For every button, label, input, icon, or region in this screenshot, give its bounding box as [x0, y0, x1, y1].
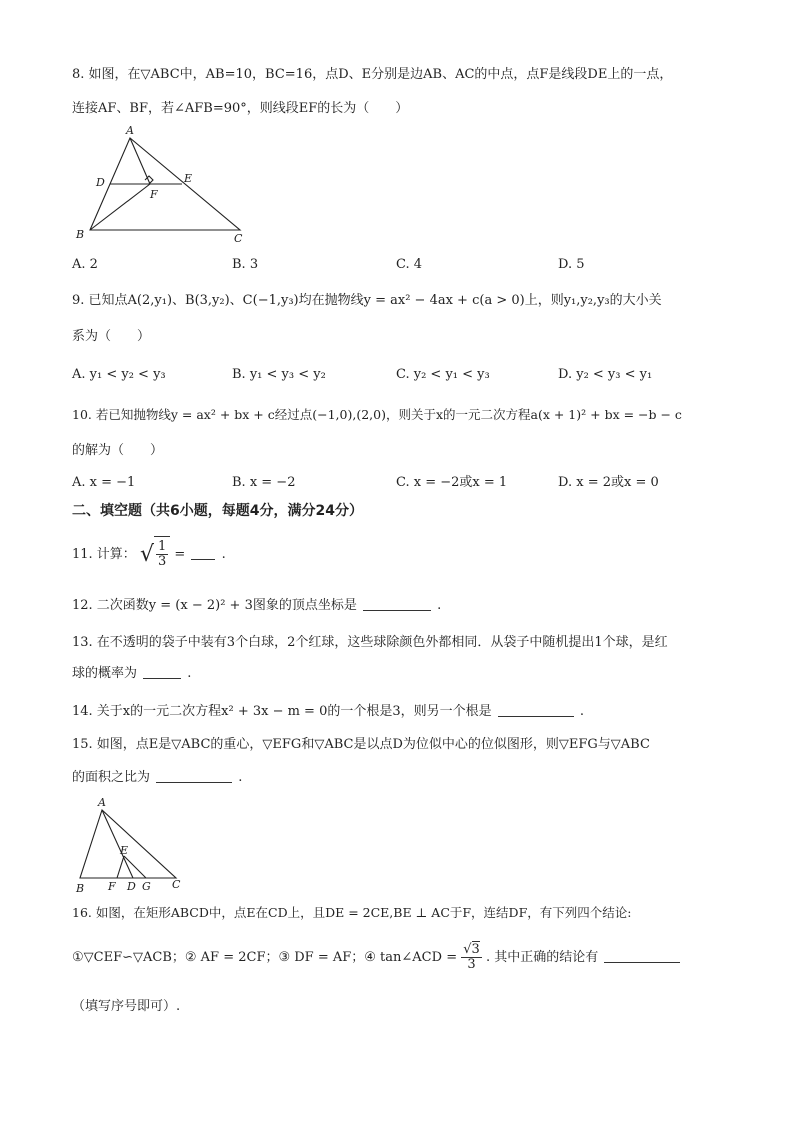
q13-answer-blank[interactable]: [143, 664, 181, 679]
q10-choice-c: C. x = −2或x = 1: [396, 475, 508, 490]
q10-line2: 的解为（ ）: [72, 443, 164, 458]
q15-label-B: B: [76, 882, 85, 894]
q15-line2: [72, 768, 242, 787]
q13-end: .: [187, 666, 192, 681]
q13-text: 球的概率为: [72, 666, 138, 681]
q8-choice-a: A. 2: [72, 257, 98, 272]
q15-line1: 15. 如图，点E是▽ABC的重心，▽EFG和▽ABC是以点D为位似中心的位似图形，则▽EFG与▽ABC: [72, 737, 650, 752]
q11-answer-blank[interactable]: [191, 545, 215, 560]
q16-sqrt-radicand: 3: [471, 942, 480, 957]
q8-line2: 连接AF、BF，若∠AFB=90°，则线段EF的长为（ ）: [72, 101, 409, 116]
q10-choice-d: D. x = 2或x = 0: [558, 475, 659, 490]
q10-choice-b: B. x = −2: [232, 475, 296, 490]
q13-line1: 13. 在不透明的袋子中装有3个白球，2个红球，这些球除颜色外都相同．从袋子中随机提出1个球，是红: [72, 635, 668, 650]
q8-label-C: C: [234, 232, 243, 245]
q9-choice-d: D. y₂ < y₃ < y₁: [558, 367, 653, 382]
q12: [72, 596, 441, 615]
q9-line2: 系为（ ）: [72, 329, 151, 344]
q8-choice-c: C. 4: [396, 257, 423, 272]
q8-label-A: A: [126, 124, 134, 137]
q8-label-D: D: [96, 176, 105, 189]
q15-answer-blank[interactable]: [156, 768, 232, 783]
q15-label-A: A: [98, 796, 106, 809]
q16-line2: [72, 938, 682, 978]
q12-end: .: [437, 598, 442, 613]
q9-choice-a: A. y₁ < y₂ < y₃: [72, 367, 166, 382]
q11-end: .: [221, 547, 226, 562]
q12-answer-blank[interactable]: [363, 596, 431, 611]
q10-line1: 10. 若已知抛物线y = ax² + bx + c经过点(−1,0),(2,0)，则关于x的一元二次方程a(x + 1)² + bx = −b − c: [72, 407, 682, 422]
q8-triangle-figure: [72, 122, 262, 248]
q13-line2: [72, 664, 191, 683]
q9-line1: 9. 已知点A(2,y₁)、B(3,y₂)、C(−1,y₃)均在抛物线y = ax² − 4ax + c(a > 0)上，则y₁,y₂,y₃的大小关: [72, 293, 662, 308]
q16-line1: 16. 如图，在矩形ABCD中，点E在CD上，且DE = 2CE,BE ⊥ AC于F，连结DF，有下列四个结论:: [72, 905, 632, 920]
q14-answer-blank[interactable]: [498, 702, 574, 717]
q14: [72, 702, 584, 721]
q15-text: 的面积之比为: [72, 770, 151, 785]
q8-label-B: B: [76, 228, 85, 241]
q16-conclusions: ①▽CEF∽▽ACB；② AF = 2CF；③ DF = AF；④ tan∠ACD =: [72, 950, 462, 965]
q15-label-E: E: [120, 844, 129, 857]
q16-denominator: 3: [467, 957, 476, 972]
q8-line1: 8. 如图，在▽ABC中，AB=10，BC=16，点D、E分别是边AB、AC的中点，点F是线段DE上的一点，: [72, 67, 673, 82]
q11-equals: =: [174, 547, 186, 562]
q15-label-G: G: [142, 880, 151, 893]
q8-label-F: F: [150, 188, 158, 201]
q11-sqrt: √ $\frac{1}{3}$: [140, 536, 170, 573]
q9-choice-c: C. y₂ < y₁ < y₃: [396, 367, 490, 382]
q15-label-C: C: [172, 878, 181, 891]
q11-denominator: 3: [157, 554, 167, 569]
q16-conclusion-tail: . 其中正确的结论有: [485, 950, 599, 965]
q11-prefix: 11. 计算：: [72, 547, 136, 562]
q11-numerator: 1: [157, 539, 167, 554]
q8-label-E: E: [184, 172, 193, 185]
q16-line3: （填写序号即可）.: [72, 999, 181, 1014]
q14-text: 14. 关于x的一元二次方程x² + 3x − m = 0的一个根是3，则另一个根是: [72, 704, 492, 719]
q9-choice-b: B. y₁ < y₃ < y₂: [232, 367, 326, 382]
q8-choice-d: D. 5: [558, 257, 585, 272]
q15-label-F: F: [108, 880, 116, 893]
section-heading: 二、填空题（共6小题，每题4分，满分24分）: [72, 503, 363, 519]
q8-choice-b: B. 3: [232, 257, 259, 272]
q11: [72, 536, 226, 573]
q12-text: 12. 二次函数y = (x − 2)² + 3图象的顶点坐标是: [72, 598, 357, 613]
q15-triangle-figure: [72, 796, 192, 894]
q16-answer-blank[interactable]: [604, 948, 680, 963]
q15-end: .: [238, 770, 243, 785]
q14-end: .: [579, 704, 585, 719]
q10-choice-a: A. x = −1: [72, 475, 136, 490]
q15-label-D: D: [127, 880, 136, 893]
q16-tan-fraction: $\frac{√3}{3}$: [463, 942, 480, 972]
